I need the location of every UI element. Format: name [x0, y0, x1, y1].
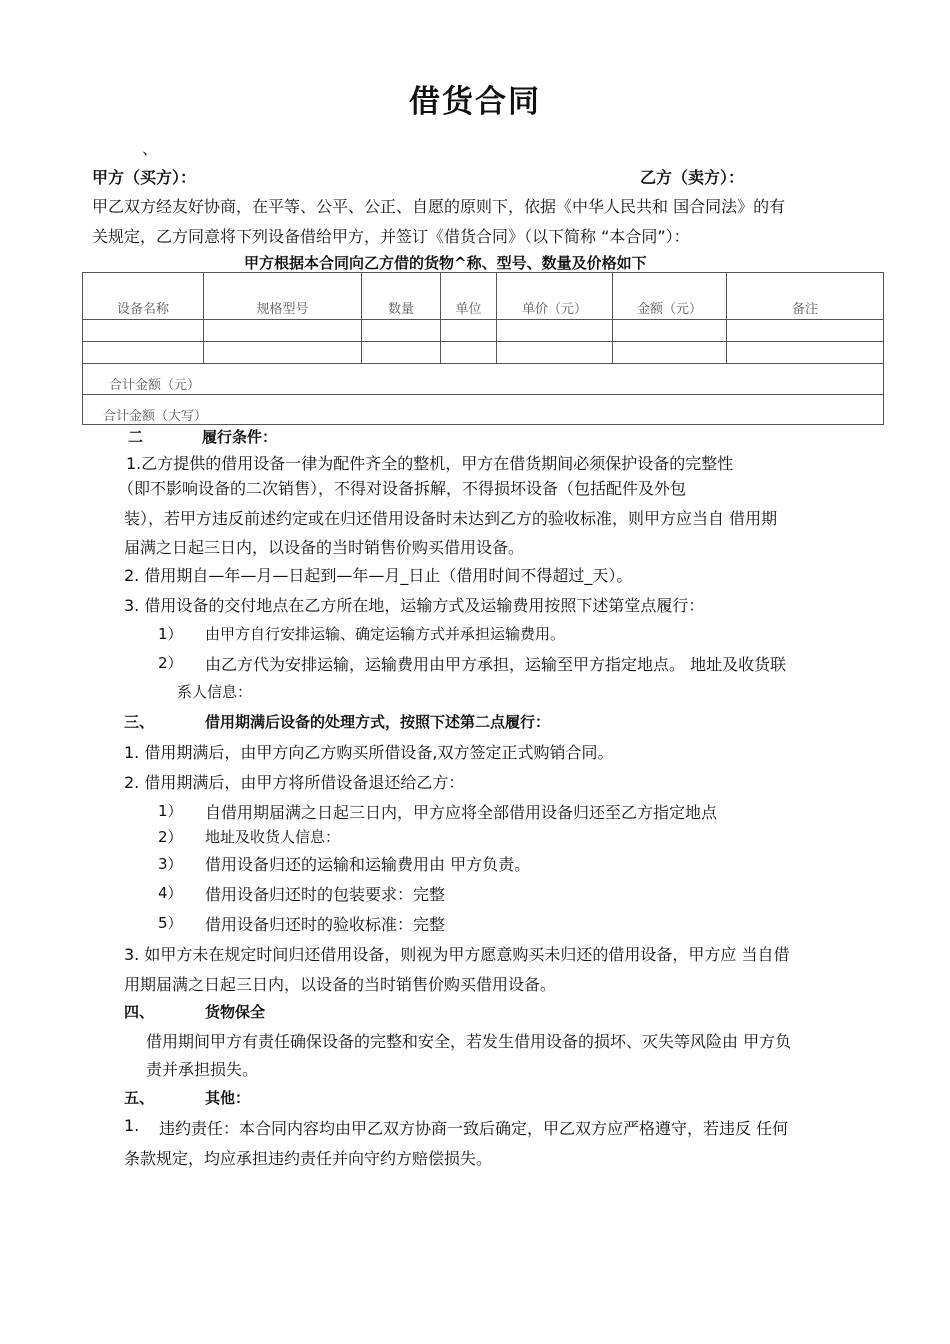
section-2-option-2-line-2: 系人信息：: [177, 683, 253, 701]
table-cell[interactable]: [613, 320, 727, 342]
col-header-amount: 金额（元）: [613, 273, 727, 320]
col-header-unit-price: 单价（元）: [497, 273, 613, 320]
table-total-row: [83, 364, 884, 395]
table-cell[interactable]: [204, 342, 362, 364]
table-cell[interactable]: [441, 320, 497, 342]
table-cell[interactable]: [83, 342, 204, 364]
table-cell[interactable]: [497, 342, 613, 364]
section-2-p3: 3. 借用设备的交付地点在乙方所在地，运输方式及运输费用按照下述第堂点履行：: [124, 596, 705, 615]
section-3-heading: 借用期满后设备的处理方式，按照下述第二点履行：: [205, 713, 551, 731]
party-a-label: 甲方（买方）：: [92, 168, 197, 187]
table-cell[interactable]: [727, 320, 884, 342]
section-3-item-3-number: 3）: [158, 855, 183, 873]
section-2-p2: 2. 借用期自—年—月—日起到—年—月_日止（借用时间不得超过_天）。: [124, 566, 633, 585]
section-4-heading: 货物保全: [205, 1003, 266, 1021]
col-header-remarks: 备注: [727, 273, 884, 320]
section-3-item-1: 自借用期届满之日起三日内，甲方应将全部借用设备归还至乙方指定地点: [205, 803, 718, 822]
section-3-item-3: 借用设备归还的运输和运输费用由 甲方负责。: [205, 855, 531, 874]
section-5-number: 五、: [124, 1089, 155, 1107]
section-3-item-5: 借用设备归还时的验收标准：完整: [205, 915, 446, 934]
section-3-item-2-number: 2）: [158, 828, 183, 846]
stray-mark: 、: [142, 139, 159, 158]
section-2-p1-line-3: 装），若甲方违反前述约定或在归还借用设备时未达到乙方的验收标准，则甲方应当自 借用期: [124, 509, 778, 528]
section-2-number: 二: [128, 428, 144, 446]
section-3-item-5-number: 5）: [158, 914, 183, 932]
section-2-option-1-number: 1）: [158, 625, 183, 643]
section-5-p1-line-2: 条款规定，均应承担违约责任并向守约方赔偿损失。: [124, 1149, 493, 1168]
col-header-quantity: 数量: [362, 273, 441, 320]
section-3-p3-line-2: 用期届满之日起三日内，以设备的当时销售价购买借用设备。: [124, 975, 557, 994]
table-cell[interactable]: [613, 342, 727, 364]
table-cell[interactable]: [362, 342, 441, 364]
table-row: [83, 320, 884, 342]
goods-table-heading: 甲方根据本合同向乙方借的货物^称、型号、数量及价格如下: [244, 254, 647, 272]
table-cell[interactable]: [441, 342, 497, 364]
col-header-equipment-name: 设备名称: [83, 273, 204, 320]
section-3-item-1-number: 1）: [158, 802, 183, 820]
intro-line-1: 甲乙双方经友好协商，在平等、公平、公正、自愿的原则下，依据《中华人民共和 国合同法》的有: [92, 197, 786, 216]
section-3-item-2: 地址及收货人信息：: [205, 828, 341, 846]
section-2-option-2-line-1: 由乙方代为安排运输，运输费用由甲方承担，运输至甲方指定地点。 地址及收货联: [205, 655, 787, 674]
section-2-option-1: 由甲方自行安排运输、确定运输方式并承担运输费用。: [205, 625, 566, 643]
table-cell[interactable]: [362, 320, 441, 342]
section-3-item-4-number: 4）: [158, 884, 183, 902]
table-cell[interactable]: [727, 342, 884, 364]
table-cell[interactable]: [204, 320, 362, 342]
section-2-p1-line-4: 届满之日起三日内，以设备的当时销售价购买借用设备。: [124, 538, 525, 557]
goods-table: [82, 272, 884, 425]
section-3-p1: 1. 借用期满后，由甲方向乙方购买所借设备,双方签定正式购销合同。: [124, 743, 614, 762]
section-2-p1-line-2: （即不影响设备的二次销售），不得对设备拆解，不得损坏设备（包括配件及外包: [118, 479, 687, 498]
section-3-p2: 2. 借用期满后，由甲方将所借设备退还给乙方：: [124, 773, 465, 792]
section-5-p1-line-1: 违约责任：本合同内容均由甲乙双方协商一致后确定，甲乙双方应严格遵守，若违反 任何: [159, 1119, 789, 1138]
party-b-label: 乙方（卖方）：: [640, 168, 745, 187]
table-cell[interactable]: [497, 320, 613, 342]
section-3-item-4: 借用设备归还时的包装要求：完整: [205, 885, 446, 904]
section-3-p3-line-1: 3. 如甲方未在规定时间归还借用设备，则视为甲方愿意购买未归还的借用设备，甲方应 当自借: [124, 945, 790, 964]
table-cell[interactable]: [83, 320, 204, 342]
section-2-p1-line-1: 1.乙方提供的借用设备一律为配件齐全的整机，甲方在借货期间必须保护设备的完整性: [126, 454, 734, 473]
col-header-unit: 单位: [441, 273, 497, 320]
document-title: 借货合同: [409, 84, 541, 120]
section-3-number: 三、: [124, 713, 155, 731]
table-row: [83, 342, 884, 364]
section-5-p1-number: 1.: [124, 1116, 140, 1135]
section-5-heading: 其他：: [205, 1089, 251, 1107]
table-total-caps-row: [83, 395, 884, 425]
intro-line-2: 关规定，乙方同意将下列设备借给甲方，并签订《借货合同》（以下简称 “本合同”）：: [92, 227, 690, 246]
section-2-option-2-number: 2）: [158, 654, 183, 672]
section-4-line-1: 借用期间甲方有责任确保设备的完整和安全，若发生借用设备的损坏、灭失等风险由 甲方负: [146, 1032, 792, 1051]
section-4-line-2: 责并承担损失。: [146, 1060, 259, 1079]
table-header-row: [83, 273, 884, 320]
section-2-heading: 履行条件：: [202, 428, 278, 446]
section-4-number: 四、: [124, 1003, 155, 1021]
col-header-model: 规格型号: [204, 273, 362, 320]
total-amount-caps-label: 合计金额（大写）: [83, 395, 884, 425]
total-amount-label: 合计金额（元）: [83, 364, 884, 395]
